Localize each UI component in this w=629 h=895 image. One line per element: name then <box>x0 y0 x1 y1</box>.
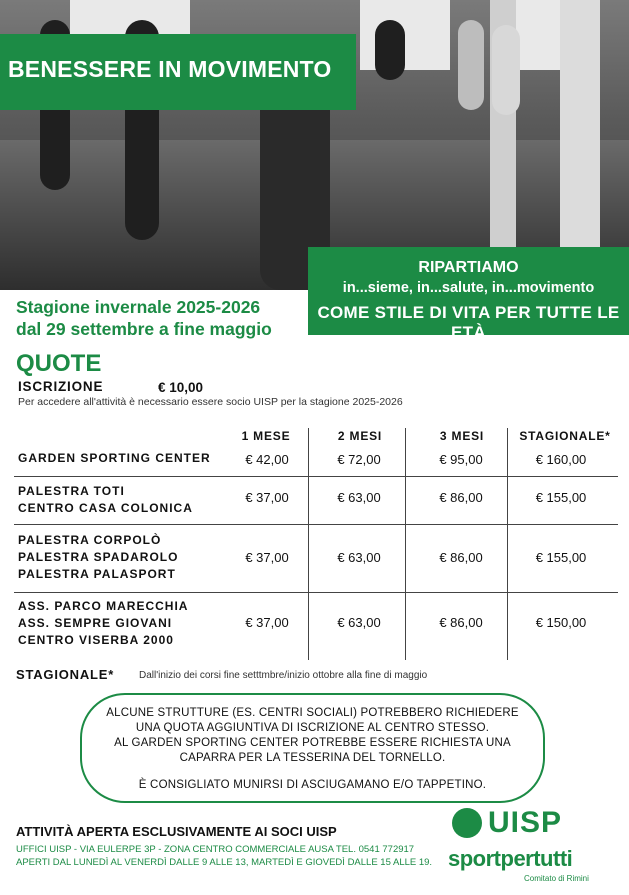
header-2-mesi: 2 MESI <box>337 429 383 443</box>
iscrizione-label: ISCRIZIONE <box>18 379 104 394</box>
office-address: UFFICI UISP - VIA EULERPE 3P - ZONA CENTRO COMMERCIALE AUSA TEL. 0541 772917 <box>16 844 415 855</box>
price-3-mesi: € 86,00 <box>439 615 483 630</box>
venue-name: GARDEN SPORTING CENTER <box>18 451 211 465</box>
stagionale-label: STAGIONALE* <box>16 667 115 682</box>
venue-name: PALESTRA PALASPORT <box>18 567 176 581</box>
office-info <box>16 843 432 869</box>
title-banner <box>0 34 356 110</box>
header-3-mesi: 3 MESI <box>439 429 485 443</box>
notice-line: AL GARDEN SPORTING CENTER POTREBBE ESSERE RICHIESTA UNA <box>114 737 511 749</box>
price-1-mese: € 37,00 <box>245 615 289 630</box>
uisp-emblem-icon <box>452 808 482 838</box>
ripartiamo-line3: COME STILE DI VITA PER TUTTE LE ETÀ <box>317 303 620 342</box>
venue-name: ASS. SEMPRE GIOVANI <box>18 616 173 630</box>
notice-box <box>80 693 545 803</box>
price-2-mesi: € 63,00 <box>337 550 381 565</box>
venue-name: PALESTRA TOTI <box>18 484 125 498</box>
venue-name: PALESTRA SPADAROLO <box>18 550 179 564</box>
row-divider <box>14 592 618 593</box>
notice-line: CAPARRA PER LA TESSERINA DEL TORNELLO. <box>179 752 446 764</box>
season-info <box>16 296 272 340</box>
venue-name: CENTRO VISERBA 2000 <box>18 633 174 647</box>
venue-name: ASS. PARCO MARECCHIA <box>18 599 189 613</box>
price-2-mesi: € 72,00 <box>337 452 381 467</box>
price-1-mese: € 37,00 <box>245 550 289 565</box>
price-stagionale: € 160,00 <box>535 452 587 467</box>
logo-name: UISP <box>488 806 563 839</box>
ripartiamo-line2: in...sieme, in...salute, in...movimento <box>342 280 595 296</box>
row-divider <box>14 524 618 525</box>
notice-line: È CONSIGLIATO MUNIRSI DI ASCIUGAMANO E/O TAPPETINO. <box>138 779 487 791</box>
price-1-mese: € 37,00 <box>245 490 289 505</box>
logo-tagline: sportpertutti <box>448 846 573 871</box>
row-divider <box>14 476 618 477</box>
uisp-logo <box>446 806 616 886</box>
page-title: BENESSERE IN MOVIMENTO <box>8 56 332 82</box>
quote-heading: QUOTE <box>16 350 102 377</box>
notice-line: ALCUNE STRUTTURE (ES. CENTRI SOCIALI) POTREBBERO RICHIEDERE <box>106 707 519 719</box>
notice-line: UNA QUOTA AGGIUNTIVA DI ISCRIZIONE AL CENTRO STESSO. <box>135 722 490 734</box>
members-only-notice: ATTIVITÀ APERTA ESCLUSIVAMENTE AI SOCI UISP <box>16 824 337 839</box>
price-3-mesi: € 86,00 <box>439 550 483 565</box>
price-stagionale: € 150,00 <box>535 615 587 630</box>
column-divider <box>405 428 406 660</box>
price-2-mesi: € 63,00 <box>337 490 381 505</box>
ripartiamo-line1: RIPARTIAMO <box>418 259 519 276</box>
venue-name: PALESTRA CORPOLÒ <box>18 533 162 547</box>
header-1-mese: 1 MESE <box>241 429 291 443</box>
season-line1: Stagione invernale 2025-2026 <box>16 297 261 317</box>
ripartiamo-box <box>308 247 629 342</box>
iscrizione-value: € 10,00 <box>158 380 204 395</box>
office-hours: APERTI DAL LUNEDÌ AL VENERDÌ DALLE 9 ALLE 13, MARTEDÌ E GIOVEDÌ DALLE 15 ALLE 19. <box>16 857 433 868</box>
price-1-mese: € 42,00 <box>245 452 289 467</box>
stagionale-description: Dall'inizio dei corsi fine setttmbre/inizio ottobre alla fine di maggio <box>139 670 428 681</box>
price-stagionale: € 155,00 <box>535 490 587 505</box>
header-stagionale: STAGIONALE* <box>519 429 611 443</box>
iscrizione-note: Per accedere all'attività è necessario essere socio UISP per la stagione 2025-2026 <box>18 396 403 408</box>
price-2-mesi: € 63,00 <box>337 615 381 630</box>
venue-name: CENTRO CASA COLONICA <box>18 501 193 515</box>
logo-comitato: Comitato di Rimini <box>524 874 589 883</box>
price-3-mesi: € 95,00 <box>439 452 483 467</box>
column-divider <box>507 428 508 660</box>
price-stagionale: € 155,00 <box>535 550 587 565</box>
season-line2: dal 29 settembre a fine maggio <box>16 319 272 339</box>
price-3-mesi: € 86,00 <box>439 490 483 505</box>
